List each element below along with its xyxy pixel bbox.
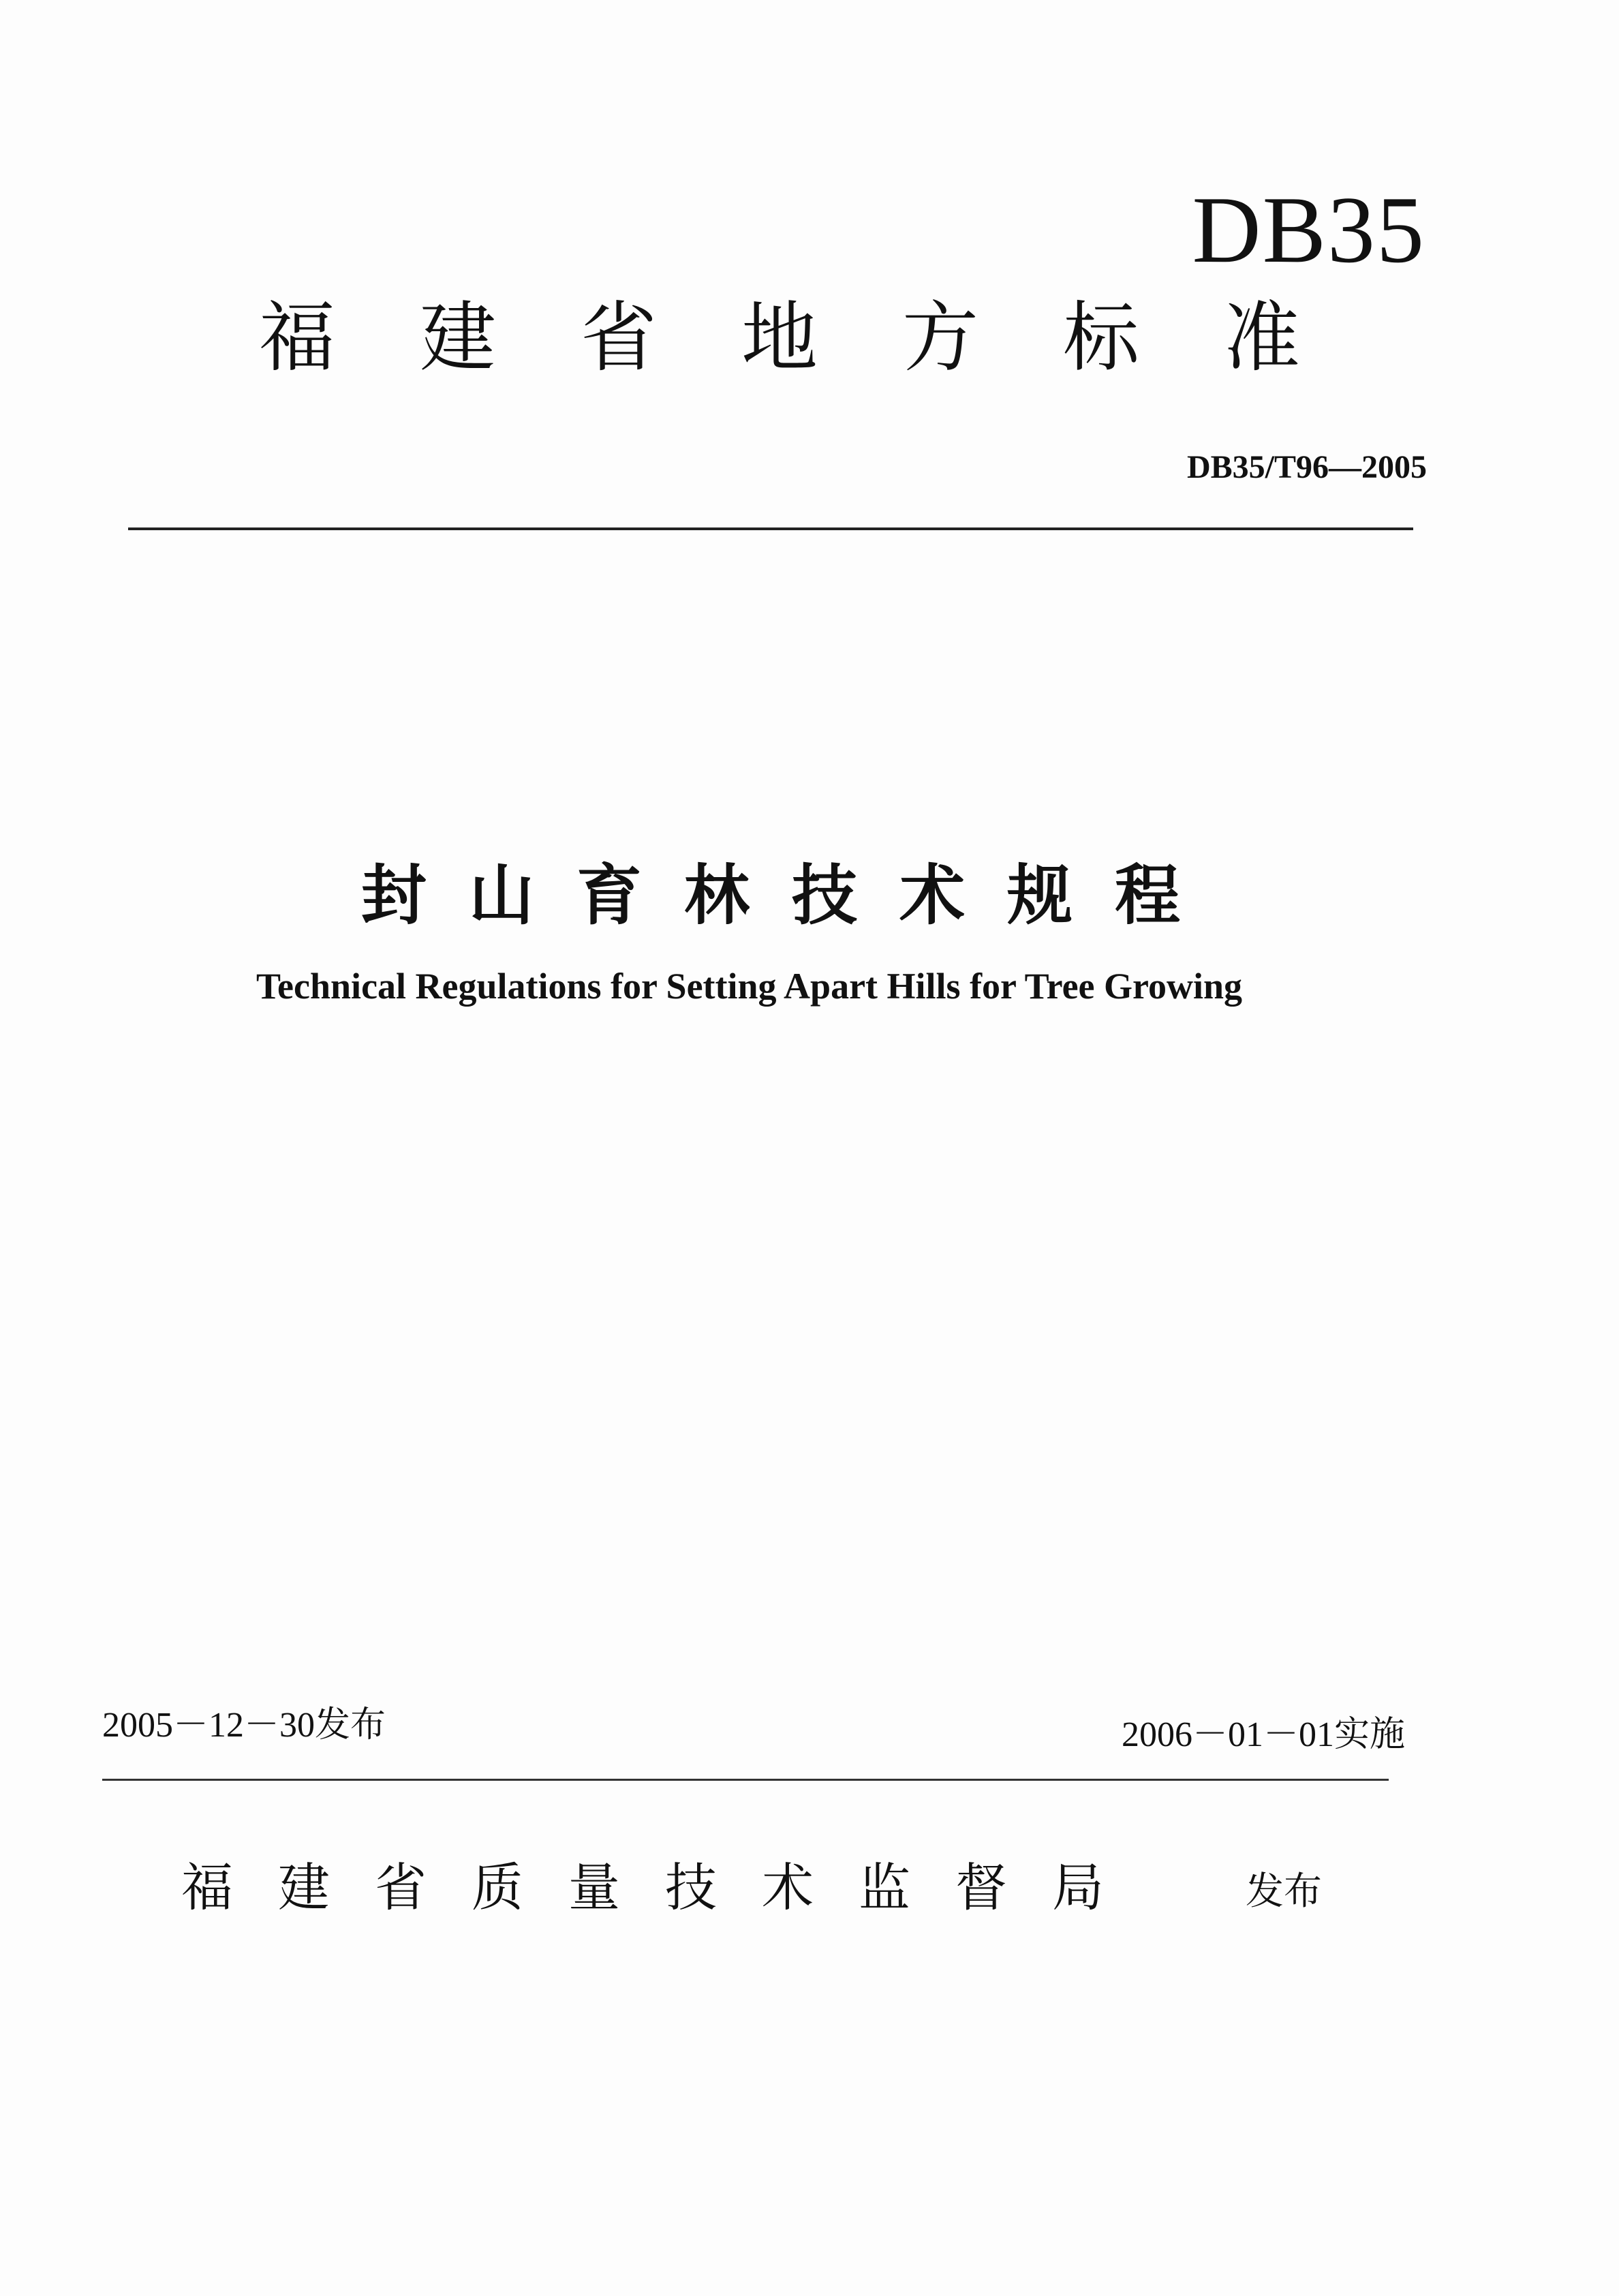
bottom-divider	[102, 1779, 1389, 1781]
publisher-name: 福建省质量技术监督局	[181, 1857, 1149, 1918]
standard-number: DB35/T96—2005	[1186, 449, 1427, 485]
publish-label: 发布	[1246, 1869, 1322, 1914]
standard-code-mark: DB35	[1192, 177, 1425, 283]
effective-date: 2006－01－01实施	[1121, 1715, 1405, 1754]
top-divider	[128, 527, 1413, 530]
issue-date: 2005－12－30发布	[102, 1706, 386, 1745]
document-title-chinese: 封山育林技术规程	[361, 857, 1222, 934]
document-title-english: Technical Regulations for Setting Apart Hills for Tree Growing	[256, 966, 1243, 1007]
standard-type-header: 福建省地方标准	[259, 294, 1385, 382]
